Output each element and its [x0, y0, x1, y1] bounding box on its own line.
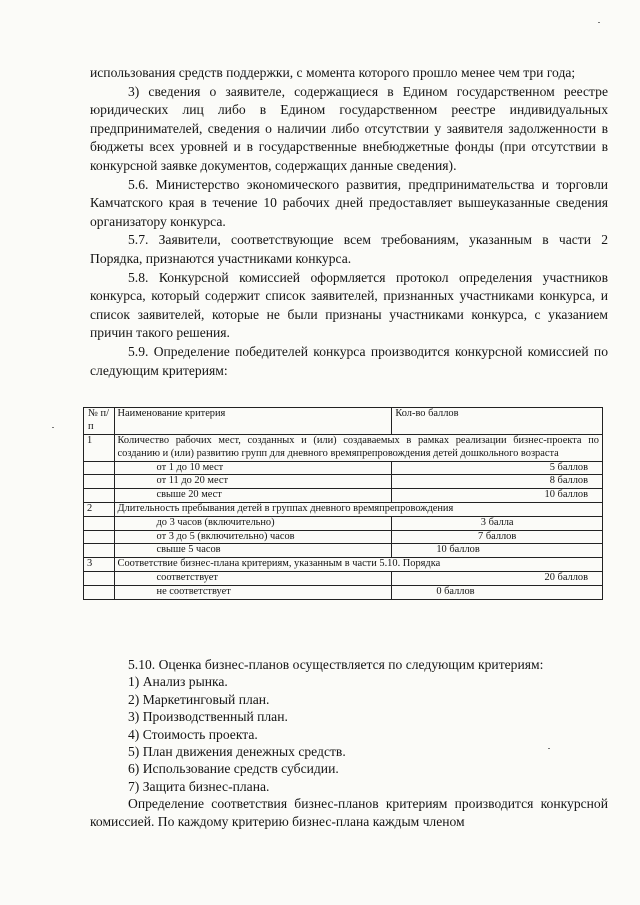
paragraph-closing: Определение соответствия бизнес-планов критериям производится конкурсной комиссией. По каждому критерию бизнес-плана каждым членом	[90, 796, 608, 829]
criteria-list-item: 4) Стоимость проекта.	[128, 726, 258, 742]
item-label: от 1 до 10 мест	[114, 461, 392, 475]
item-label: свыше 5 часов	[114, 544, 392, 558]
paragraph-item-3: 3) сведения о заявителе, содержащиеся в Едином государственном реестре юридических лиц либо в Едином государственном реестре индивидуальных предпринимателей, сведения о наличии либо отсутствии у заявителя задолженности в бюджеты всех уровней и в государственные внебюджетные фонды (при отсутствии в конкурсной заявке документов, содержащих данные сведения).	[90, 83, 608, 173]
item-score: 8 баллов	[392, 475, 603, 489]
paragraph-5-6: 5.6. Министерство экономического развития, предпринимательства и торговли Камчатского края в течение 10 рабочих дней предоставляет вышеуказанные сведения организатору конкурса.	[90, 176, 608, 229]
header-num: № п/п	[84, 408, 115, 435]
paragraph-5-7: 5.7. Заявители, соответствующие всем требованиям, указанным в части 2 Порядка, признаются участниками конкурса.	[90, 232, 608, 266]
table-row	[84, 461, 603, 475]
paragraph-5-10: 5.10. Оценка бизнес-планов осуществляется по следующим критериям:	[128, 657, 544, 672]
criteria-list-item: 7) Защита бизнес-плана.	[128, 778, 270, 794]
table-row	[84, 544, 603, 558]
criteria-list-item: 5) План движения денежных средств.	[128, 744, 346, 760]
row-num-empty	[84, 516, 115, 530]
item-label: соответствует	[114, 571, 392, 585]
item-score: 3 балла	[392, 516, 603, 530]
paragraph-5-8: 5.8. Конкурсной комиссией оформляется протокол определения участников конкурса, который содержит список заявителей, признанных участниками конкурса, и список заявителей, которые не были признаны участниками конкурса, с указанием причин такого решения.	[90, 269, 608, 341]
table-row	[84, 475, 603, 489]
item-label: не соответствует	[114, 585, 392, 599]
scan-artifact-dot	[52, 427, 54, 428]
table-row	[84, 516, 603, 530]
row-num-empty	[84, 489, 115, 503]
row-num-empty	[84, 530, 115, 544]
criteria-list-item: 3) Производственный план.	[128, 709, 288, 725]
criteria-list-item: 2) Маркетинговый план.	[128, 691, 270, 707]
row-num: 3	[84, 558, 115, 572]
row-num-empty	[84, 461, 115, 475]
section-text: Количество рабочих мест, созданных и (или) создаваемых в рамках реализации бизнес-проекта по созданию и (или) развитию групп для дневного времяпрепровождения детей дошкольного возраста	[114, 435, 602, 462]
criteria-list-item: 1) Анализ рынка.	[128, 674, 228, 690]
row-num: 2	[84, 502, 115, 516]
section-text: Соответствие бизнес-плана критериям, указанным в части 5.10. Порядка	[114, 558, 602, 572]
row-num-empty	[84, 475, 115, 489]
paragraph-continuation: использования средств поддержки, с момента которого прошло менее чем три года;	[90, 65, 576, 80]
scan-artifact-dot	[598, 22, 600, 23]
row-num-empty	[84, 585, 115, 599]
item-score: 10 баллов	[392, 489, 603, 503]
body-text-top	[90, 64, 608, 380]
item-label: до 3 часов (включительно)	[114, 516, 392, 530]
item-score: 20 баллов	[392, 571, 603, 585]
table-row-section	[84, 502, 603, 516]
table-row	[84, 585, 603, 599]
table-row	[84, 489, 603, 503]
paragraph-5-9: 5.9. Определение победителей конкурса производится конкурсной комиссией по следующим критериям:	[90, 343, 608, 378]
section-text: Длительность пребывания детей в группах дневного времяпрепровождения	[114, 502, 602, 516]
row-num-empty	[84, 544, 115, 558]
criteria-list-item: 6) Использование средств субсидии.	[128, 761, 339, 777]
table-row-section	[84, 558, 603, 572]
table-row	[84, 571, 603, 585]
row-num-empty	[84, 571, 115, 585]
item-score: 10 баллов	[392, 544, 603, 558]
table-header-row	[84, 408, 603, 435]
header-score: Кол-во баллов	[392, 408, 603, 435]
item-score: 5 баллов	[392, 461, 603, 475]
row-num: 1	[84, 435, 115, 462]
item-label: от 11 до 20 мест	[114, 475, 392, 489]
item-score: 0 баллов	[392, 585, 603, 599]
table-row	[84, 530, 603, 544]
item-label: свыше 20 мест	[114, 489, 392, 503]
header-criterion: Наименование критерия	[114, 408, 392, 435]
criteria-table	[83, 407, 603, 600]
item-score: 7 баллов	[392, 530, 603, 544]
table-row-section	[84, 435, 603, 462]
body-text-bottom	[90, 656, 608, 830]
item-label: от 3 до 5 (включительно) часов	[114, 530, 392, 544]
